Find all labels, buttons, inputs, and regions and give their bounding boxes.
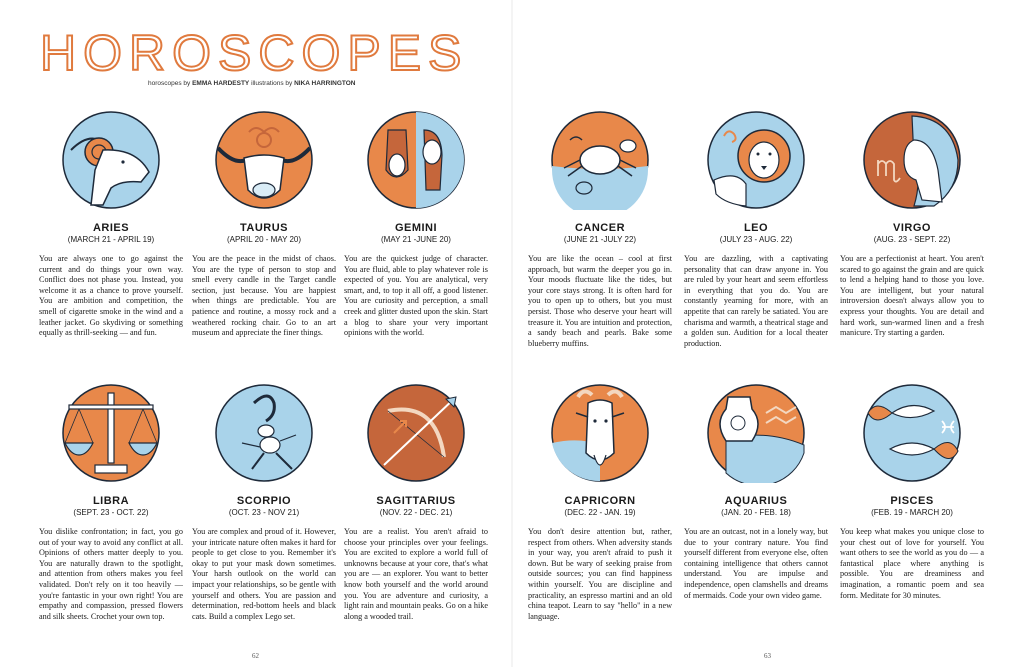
sign-name: TAURUS — [239, 222, 288, 234]
sign-description: You are the peace in the midst of chaos. You are the type of person to stop and smell every candle in the Target candle section, just because. You are happiest when things are predictable. You are patience and routine, a mossy rock and a weathered rocking chair. Go to an art museum and appreciate the finer things. — [192, 254, 336, 338]
sign-dates: (JUNE 21 -JULY 22) — [563, 235, 637, 244]
illustrator-name: NIKA HARRINGTON — [294, 80, 356, 87]
sign-dates: (OCT. 23 - NOV 21) — [228, 508, 300, 517]
sign-name: AQUARIUS — [724, 495, 788, 507]
sign-description: You are complex and proud of it. However, your intricate nature often makes it hard for people to get close to you. Remember it's okay to put your mask down sometimes. Your harsh outlook on the world can impact your relationships, so be gentle with yourself and others. You are passion and determination, red-bottom heels and black cats. Build a complex Lego set. — [192, 527, 336, 621]
maiden-icon — [862, 110, 962, 210]
sign-name: LEO — [743, 222, 769, 234]
sign-name: CANCER — [574, 222, 626, 234]
ram-icon — [61, 110, 161, 210]
sign-description: You are like the ocean – cool at first approach, but warm the deeper you go in. Your moods fluctuate like the tides, but your core stays strong. It is often hard for you to open up to others, but you must persist. Those who deserve your heart will treasure it. You are intuition and protection, a sandy beach and pearls. Bake some blueberry muffins. — [528, 254, 672, 348]
sign-dates: (SEPT. 23 - OCT. 22) — [73, 508, 149, 517]
bull-icon — [214, 110, 314, 210]
sign-name: LIBRA — [92, 495, 130, 507]
sign-description: You don't desire attention but, rather, respect from others. When adversity stands in your way, you aren't afraid to push it down. But be wary of seeking praise from outside sources; you can find happiness within yourself. You are discipline and practicality, an espresso martini and an old china teapot. Learn to say "hello" in a new language. — [528, 527, 672, 621]
sign-description: You are the quickest judge of character. You are fluid, able to play whatever role is expected of you. You are analytical, very smart, and, to top it all off, a good listener. You are curiosity and perception, a small creek and glitter dusted upon the skin. Start a blog to share your very important opinions with the world. — [344, 254, 488, 338]
sign-dates: (AUG. 23 - SEPT. 22) — [873, 235, 951, 244]
sign-taurus — [189, 110, 339, 339]
credits-line — [148, 80, 355, 87]
illustrator-prefix: illustrations by — [251, 80, 293, 87]
sign-dates: (JAN. 20 - FEB. 18) — [721, 508, 791, 517]
water-bearer-icon — [706, 383, 806, 483]
sign-aries — [36, 110, 186, 339]
sign-description: You are a perfectionist at heart. You aren't scared to go against the grain and are quick to lend a helping hand to those you love. You are intelligent, but your natural introversion doesn't always allow you to express your thoughts. You are detail and hard work, sun-warmed linen and a fresh manicure. Try starting a garden. — [840, 254, 984, 338]
sign-description: You dislike confrontation; in fact, you go out of your way to avoid any conflict at all. Opinions of others matter deeply to you. You are naturally drawn to the spotlight, and attention from others makes you feel validated. Don't rely on it too heavily — you're fantastic in your own right! You are empathy and compassion, pressed flowers and silk sheets. Crochet your own top. — [39, 527, 183, 621]
sign-description: You are always one to go against the current and do things your own way. Conflict does not phase you. Instead, you welcome it as a chance to prove yourself. You are ambition and competition, the smell of cigarette smoke in the wind and a leather jacket. Go skydiving or something equally as thrill-seeking — and fun. — [39, 254, 183, 338]
page-title: HOROSCOPES — [40, 25, 469, 81]
sign-sagittarius — [341, 383, 491, 622]
sign-cancer — [525, 110, 675, 349]
sign-description: You are an outcast, not in a lonely way, but due to your contrary nature. You find yourself different from everyone else, often containing intelligence that others cannot understand. You are impulse and independence, open clamshells and dreams of mermaids. Code your own video game. — [684, 527, 828, 600]
sign-virgo — [837, 110, 987, 339]
twins-icon — [366, 110, 466, 210]
goat-icon — [550, 383, 650, 483]
page-number-left: 62 — [252, 652, 259, 660]
right-page — [512, 0, 1024, 667]
sign-dates: (MAY 21 -JUNE 20) — [381, 235, 451, 244]
bow-arrow-icon — [366, 383, 466, 483]
sign-dates: (JULY 23 - AUG. 22) — [719, 235, 793, 244]
sign-name: CAPRICORN — [564, 495, 636, 507]
scorpion-icon — [214, 383, 314, 483]
sign-description: You are dazzling, with a captivating personality that can draw anyone in. You are ruled by your heart and seem effortless in everything that you do. You are constantly yearning for more, with an appetite that can rarely be satiated. You are charisma and warmth, a theatrical stage and a golden sun. Audition for a local theater production. — [684, 254, 828, 348]
lion-icon — [706, 110, 806, 210]
sign-gemini — [341, 110, 491, 339]
sign-name: PISCES — [890, 495, 934, 507]
sign-name: VIRGO — [893, 222, 931, 234]
sign-name: ARIES — [92, 222, 130, 234]
credit-prefix: horoscopes by — [148, 80, 191, 87]
crab-icon — [550, 110, 650, 210]
author-name: EMMA HARDESTY — [192, 80, 250, 87]
sign-pisces — [837, 383, 987, 601]
sign-dates: (DEC. 22 - JAN. 19) — [564, 508, 636, 517]
sign-name: SAGITTARIUS — [376, 495, 456, 507]
fish-icon — [862, 383, 962, 483]
sign-description: You are a realist. You aren't afraid to choose your principles over your feelings. You are excited to explore a world full of unknowns because at your core, that's what you are — an explorer. You want to better know both yourself and the world around you. You are adventure and curiosity, a light rain and mountain peaks. Go on a hike along a wooded trail. — [344, 527, 488, 621]
sign-scorpio — [189, 383, 339, 622]
sign-dates: (APRIL 20 - MAY 20) — [226, 235, 302, 244]
sign-dates: (FEB. 19 - MARCH 20) — [871, 508, 953, 517]
scales-icon — [61, 383, 161, 483]
sign-dates: (NOV. 22 - DEC. 21) — [379, 508, 453, 517]
sign-libra — [36, 383, 186, 622]
page-number-right: 63 — [764, 652, 771, 660]
sign-dates: (MARCH 21 - APRIL 19) — [67, 235, 155, 244]
sign-aquarius — [681, 383, 831, 601]
sign-capricorn — [525, 383, 675, 622]
sign-name: GEMINI — [394, 222, 438, 234]
sign-leo — [681, 110, 831, 349]
sign-description: You keep what makes you unique close to your chest out of love for yourself. You want others to see the world as you do — a fantastical place where anything is possible. You are dreaminess and imagination, a romantic poem and sea form. Meditate for 30 minutes. — [840, 527, 984, 600]
sign-name: SCORPIO — [236, 495, 292, 507]
